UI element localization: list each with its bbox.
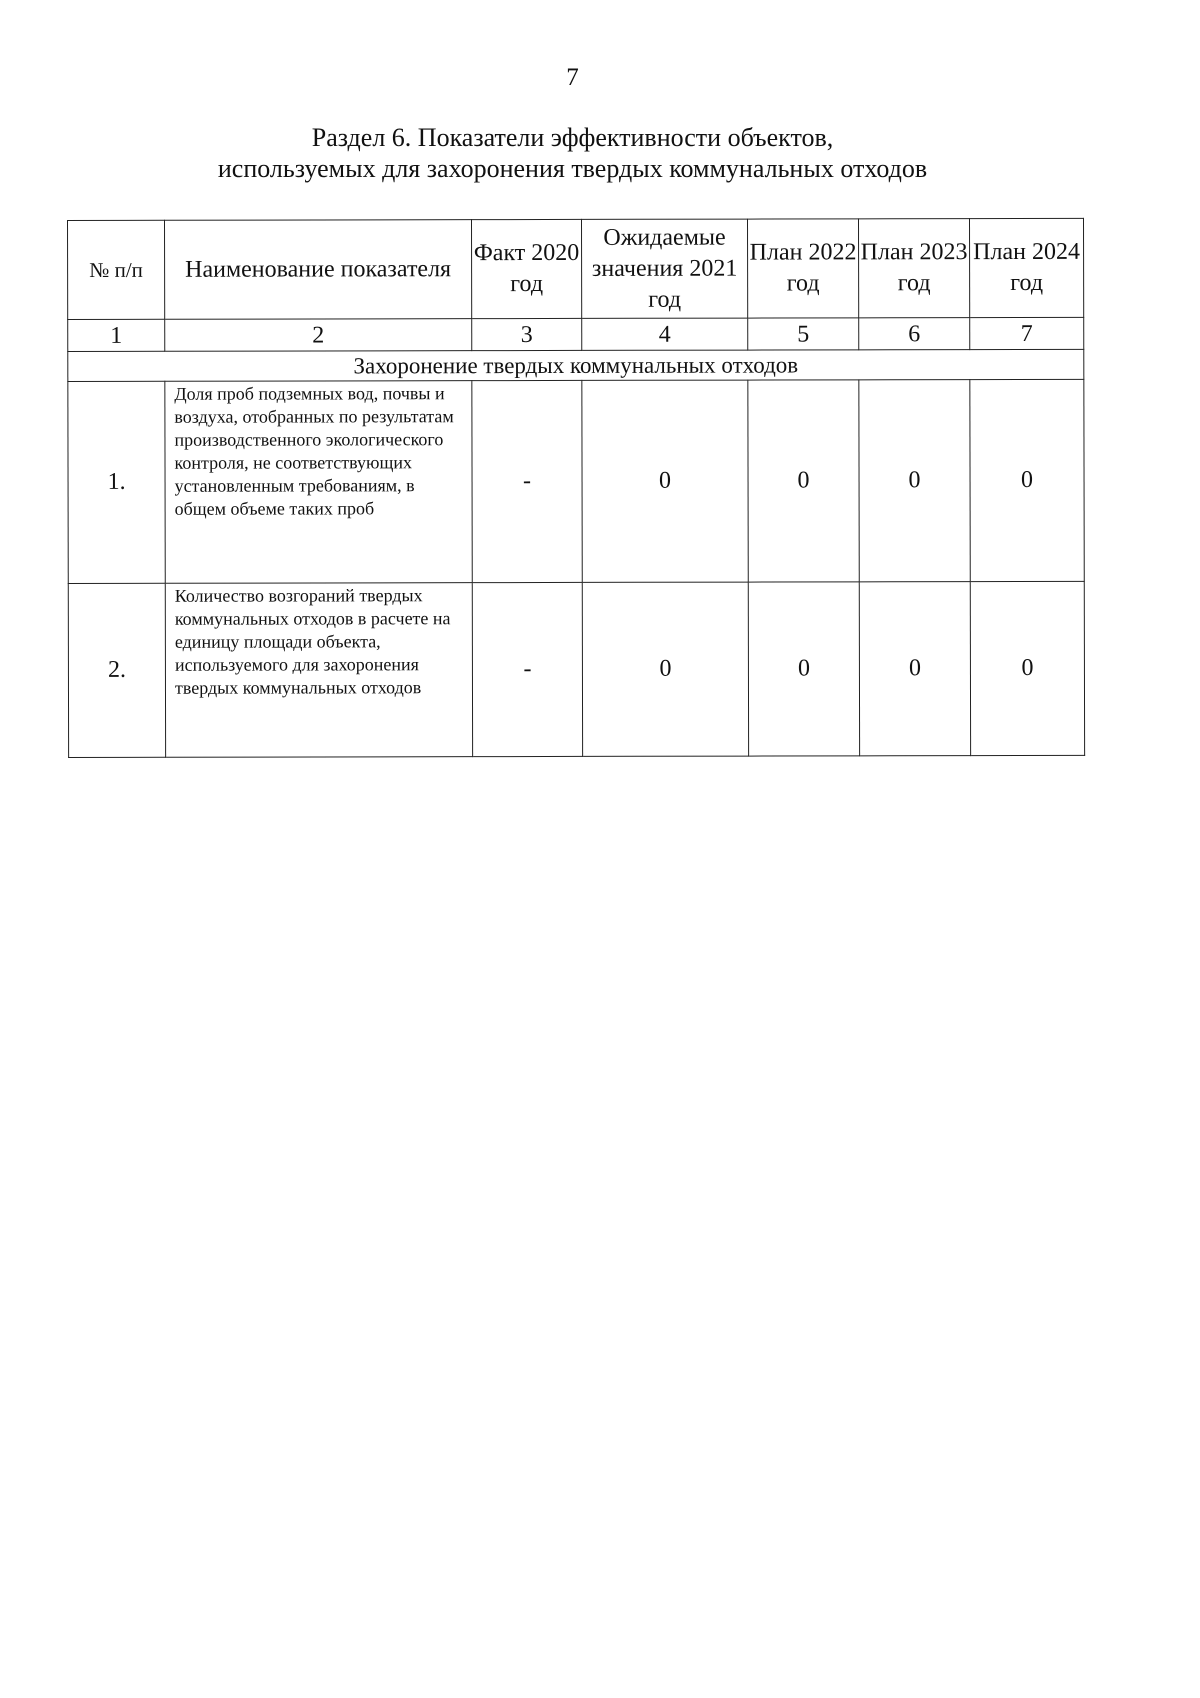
column-number: 7 bbox=[970, 317, 1084, 349]
value-plan-2024: 0 bbox=[970, 379, 1084, 581]
column-number: 4 bbox=[582, 318, 748, 350]
value-plan-2023: 0 bbox=[859, 582, 970, 756]
value-expected-2021: 0 bbox=[582, 582, 748, 756]
table-row bbox=[68, 379, 1084, 583]
header-indicator-name: Наименование показателя bbox=[165, 220, 472, 320]
section-row bbox=[68, 349, 1084, 381]
column-number: 6 bbox=[859, 318, 970, 350]
indicator-name: Доля проб подземных вод, почвы и воздуха, отобранных по результатам производственного экологического контроля, не соответствующих установленным требованиям, в общем объеме таких проб bbox=[165, 381, 472, 584]
value-expected-2021: 0 bbox=[582, 380, 748, 582]
header-fact-2020: Факт 2020 год bbox=[472, 219, 582, 318]
row-number: 1. bbox=[68, 381, 165, 583]
header-row bbox=[68, 218, 1084, 319]
column-number: 2 bbox=[165, 319, 472, 352]
header-plan-2022: План 2022 год bbox=[747, 219, 858, 318]
section-title bbox=[0, 122, 1145, 184]
value-fact-2020: - bbox=[472, 380, 582, 582]
column-number: 1 bbox=[68, 319, 165, 351]
page-number: 7 bbox=[566, 64, 579, 91]
header-plan-2024: План 2024 год bbox=[969, 218, 1083, 317]
value-fact-2020: - bbox=[472, 582, 582, 756]
value-plan-2023: 0 bbox=[859, 380, 970, 582]
column-numbers-row bbox=[68, 317, 1084, 351]
header-plan-2023: План 2023 год bbox=[858, 219, 969, 318]
indicators-table bbox=[67, 218, 1085, 758]
column-number: 5 bbox=[748, 318, 859, 350]
table-row bbox=[68, 581, 1084, 757]
value-plan-2022: 0 bbox=[748, 582, 859, 756]
section-title-line-2: используемых для захоронения твердых коммунальных отходов bbox=[217, 154, 928, 183]
indicator-name: Количество возгораний твердых коммунальных отходов в расчете на единицу площади объекта, используемого для захоронения твердых коммунальных отходов bbox=[165, 583, 472, 758]
section-title-line-1: Раздел 6. Показатели эффективности объектов, bbox=[311, 123, 834, 152]
value-plan-2024: 0 bbox=[970, 581, 1084, 755]
value-plan-2022: 0 bbox=[748, 380, 859, 582]
section-heading: Захоронение твердых коммунальных отходов bbox=[68, 349, 1084, 381]
header-number: № п/п bbox=[68, 220, 165, 319]
column-number: 3 bbox=[472, 318, 582, 350]
header-expected-2021: Ожидаемые значения 2021 год bbox=[581, 219, 747, 318]
row-number: 2. bbox=[68, 583, 165, 757]
